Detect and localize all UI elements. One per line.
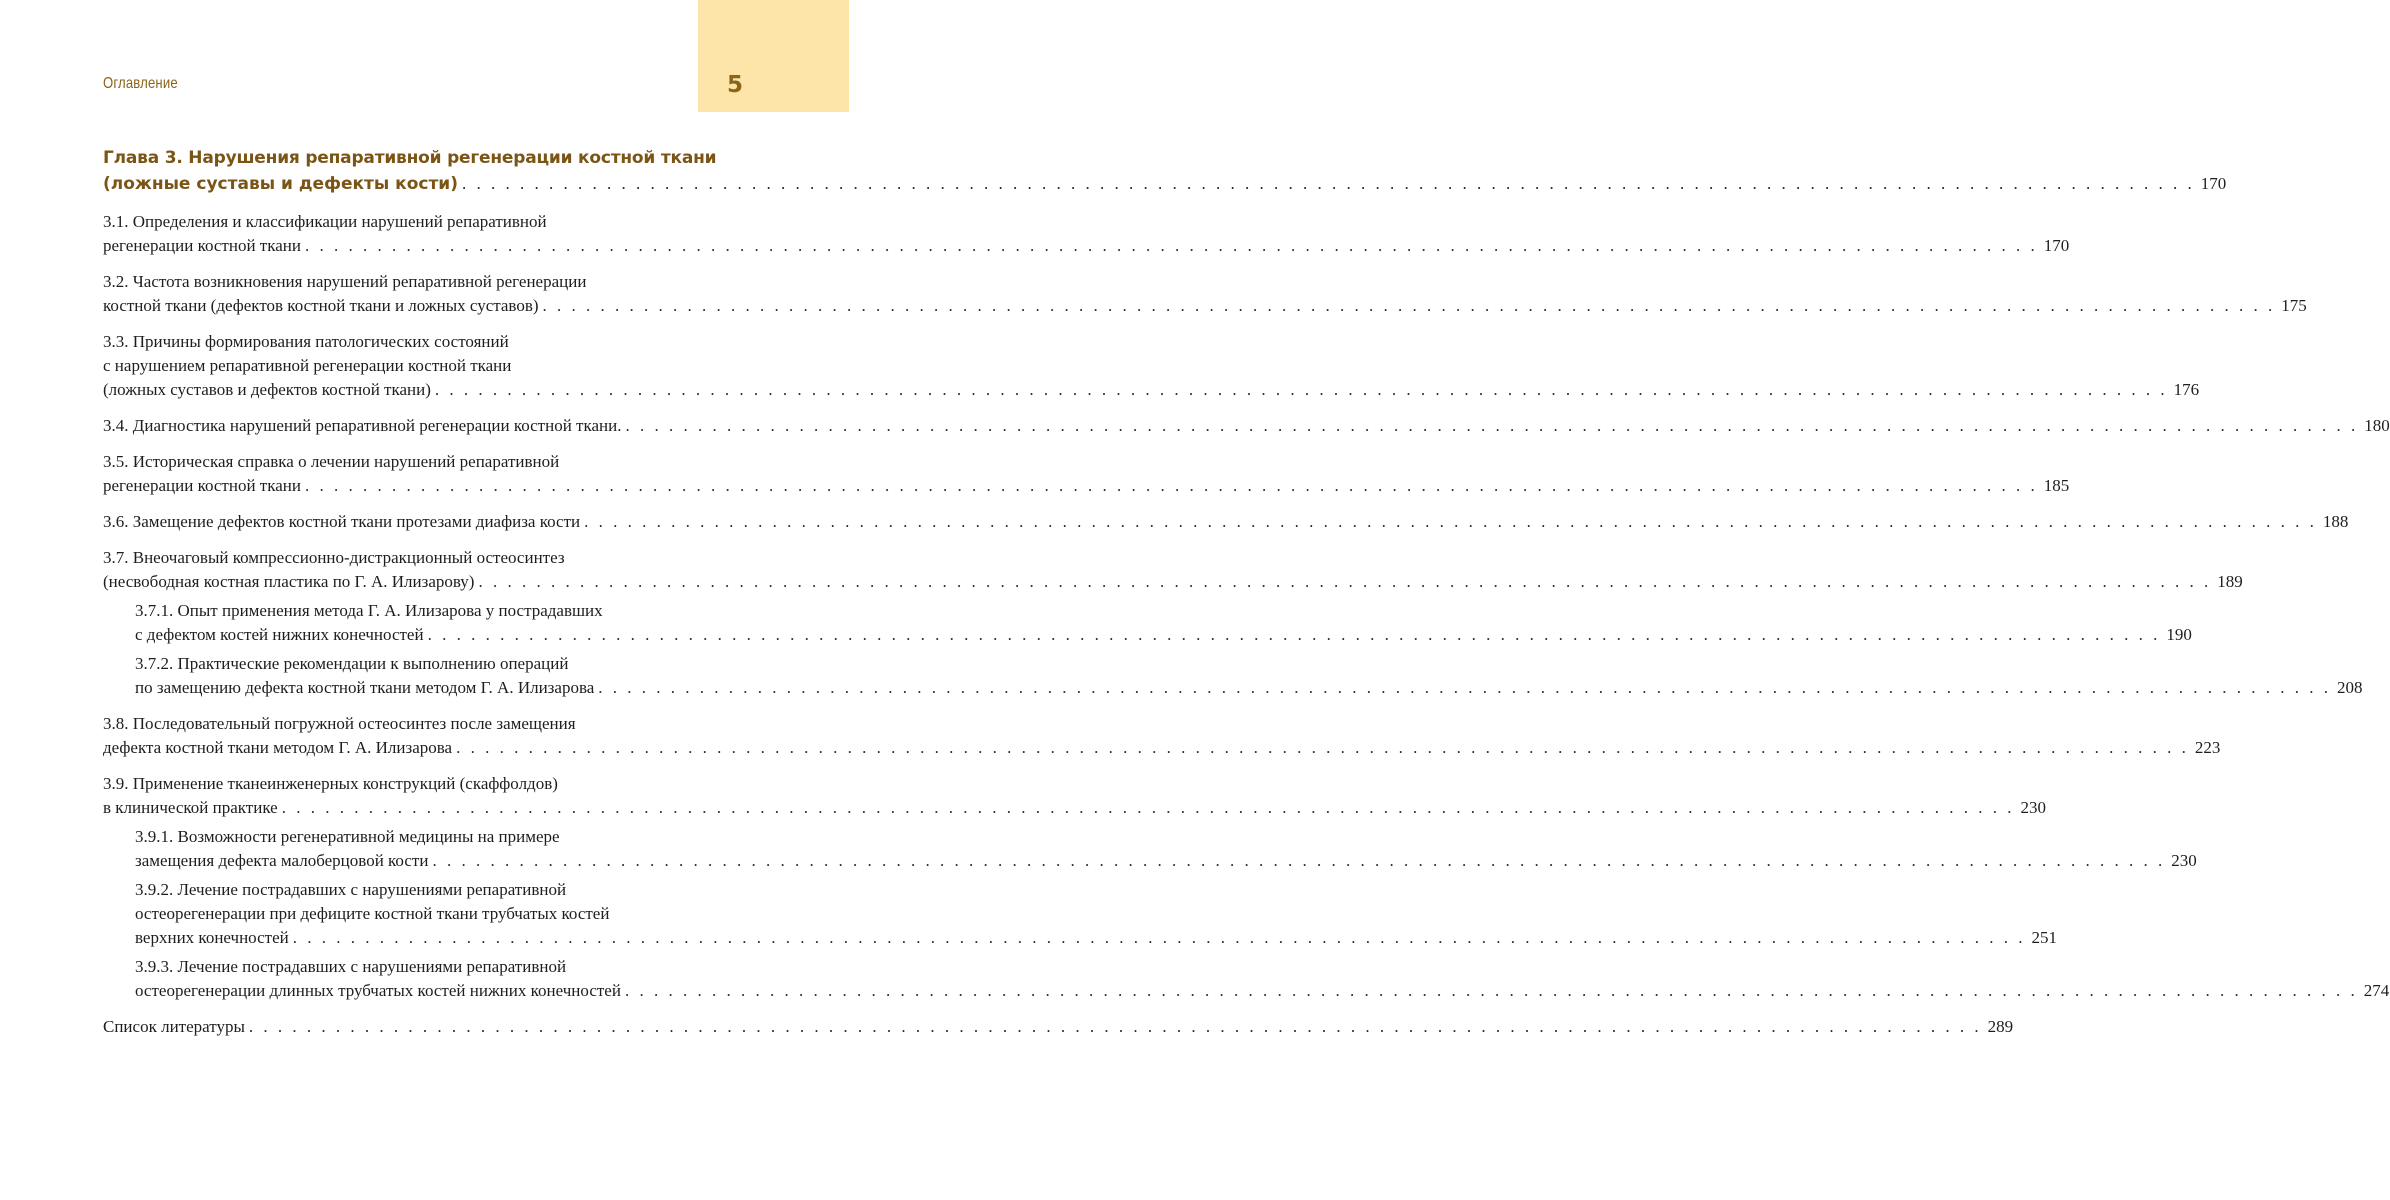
toc-page-number: 175 — [2281, 296, 2307, 315]
dot-leader: . . . . . . . . . . . . . . . . . . . . . . . . . . . . . . . . . . . . . . . . . . . . . . . . . . . . . . . . . . . . . . . . . . . . . . . . . . . . . . . . . . . . . . . . . . . . . . . . . . . . . . . . . . . . . . . . . . . . . . . . — [598, 678, 2332, 697]
dot-leader: . . . . . . . . . . . . . . . . . . . . . . . . . . . . . . . . . . . . . . . . . . . . . . . . . . . . . . . . . . . . . . . . . . . . . . . . . . . . . . . . . . . . . . . . . . . . . . . . . . . . . . . . . . . . . . . . . . . . . . . . — [542, 296, 2276, 315]
toc-entry-text: Глава 3. Нарушения репаративной регенерации костной ткани — [103, 148, 717, 168]
toc-entry[interactable] — [103, 546, 2243, 594]
toc-entry-leader-line — [135, 623, 2192, 647]
toc-entry-leader-line — [103, 1015, 2014, 1039]
dot-leader: . . . . . . . . . . . . . . . . . . . . . . . . . . . . . . . . . . . . . . . . . . . . . . . . . . . . . . . . . . . . . . . . . . . . . . . . . . . . . . . . . . . . . . . . . . . . . . . . . . . . . . . . . . . . . . . . . . . . . . . . — [434, 380, 2168, 399]
toc-entry[interactable] — [103, 270, 2307, 318]
toc-page-number: 251 — [2031, 928, 2057, 947]
toc-entry-text: регенерации костной ткани — [103, 476, 301, 495]
toc-page-number: 190 — [2166, 625, 2192, 644]
toc-entry-text: 3.9.2. Лечение пострадавших с нарушениями репаративной — [135, 880, 567, 899]
toc-entry-text: 3.9. Применение тканеинженерных конструкций (скаффолдов) — [103, 774, 558, 793]
dot-leader: . . . . . . . . . . . . . . . . . . . . . . . . . . . . . . . . . . . . . . . . . . . . . . . . . . . . . . . . . . . . . . . . . . . . . . . . . . . . . . . . . . . . . . . . . . . . . . . . . . . . . . . . . . . . . . . . . . . . . . . . — [304, 476, 2038, 495]
toc-entry-leader-line — [103, 736, 2221, 760]
dot-leader: . . . . . . . . . . . . . . . . . . . . . . . . . . . . . . . . . . . . . . . . . . . . . . . . . . . . . . . . . . . . . . . . . . . . . . . . . . . . . . . . . . . . . . . . . . . . . . . . . . . . . . . . . . . . . . . . . . . . . . . . — [432, 851, 2166, 870]
toc-entry[interactable] — [103, 414, 2390, 438]
page-number: 5 — [727, 72, 744, 98]
toc-entry-leader-line — [135, 926, 2057, 950]
toc-entry-leader-line — [135, 849, 2197, 873]
toc-entry[interactable] — [103, 450, 2070, 498]
toc-entry-text: 3.2. Частота возникновения нарушений репаративной регенерации — [103, 272, 587, 291]
table-of-contents — [103, 146, 2390, 1039]
toc-entry-leader-line — [103, 474, 2070, 498]
toc-entry[interactable] — [135, 825, 2197, 873]
toc-entry-text: в клинической практике — [103, 798, 278, 817]
toc-entry-leader-line — [103, 378, 2200, 402]
toc-entry-leader-line — [103, 171, 2227, 197]
toc-entry-text: 3.9.3. Лечение пострадавших с нарушениями репаративной — [135, 957, 567, 976]
toc-entry-leader-line — [103, 570, 2243, 594]
running-header: Оглавление — [103, 75, 178, 92]
toc-entry[interactable] — [103, 510, 2349, 534]
toc-entry-text: (несвободная костная пластика по Г. А. Илизарову) — [103, 572, 475, 591]
dot-leader: . . . . . . . . . . . . . . . . . . . . . . . . . . . . . . . . . . . . . . . . . . . . . . . . . . . . . . . . . . . . . . . . . . . . . . . . . . . . . . . . . . . . . . . . . . . . . . . . . . . . . . . . . . . . . . . . . . . . . . . . — [292, 928, 2026, 947]
toc-entry-text: 3.9.1. Возможности регенеративной медицины на примере — [135, 827, 560, 846]
toc-entry-text: 3.7. Внеочаговый компрессионно-дистракционный остеосинтез — [103, 548, 565, 567]
toc-page-number: 223 — [2194, 738, 2221, 757]
toc-entry-text: регенерации костной ткани — [103, 236, 301, 255]
dot-leader: . . . . . . . . . . . . . . . . . . . . . . . . . . . . . . . . . . . . . . . . . . . . . . . . . . . . . . . . . . . . . . . . . . . . . . . . . . . . . . . . . . . . . . . . . . . . . . . . . . . . . . . . . . . . . . . . . . . . . . . . — [624, 981, 2358, 1000]
toc-entry-leader-line — [103, 414, 2390, 438]
toc-page-number: 170 — [2043, 236, 2070, 255]
toc-entry-leader-line — [135, 676, 2363, 700]
toc-entry-text: по замещению дефекта костной ткани методом Г. А. Илизарова — [135, 678, 595, 697]
toc-entry-text: (ложные суставы и дефекты кости) — [103, 174, 458, 194]
toc-entry-text: 3.7.1. Опыт применения метода Г. А. Илизарова у пострадавших — [135, 601, 603, 620]
toc-entry[interactable] — [103, 772, 2046, 820]
toc-page-number: 208 — [2337, 678, 2363, 697]
toc-entry-text: 3.7.2. Практические рекомендации к выполнению операций — [135, 654, 569, 673]
toc-page-number: 180 — [2364, 416, 2390, 435]
corner-tab — [698, 0, 849, 112]
dot-leader: . . . . . . . . . . . . . . . . . . . . . . . . . . . . . . . . . . . . . . . . . . . . . . . . . . . . . . . . . . . . . . . . . . . . . . . . . . . . . . . . . . . . . . . . . . . . . . . . . . . . . . . . . . . . . . . . . . . . . . . . — [462, 174, 2195, 193]
dot-leader: . . . . . . . . . . . . . . . . . . . . . . . . . . . . . . . . . . . . . . . . . . . . . . . . . . . . . . . . . . . . . . . . . . . . . . . . . . . . . . . . . . . . . . . . . . . . . . . . . . . . . . . . . . . . . . . . . . . . . . . . — [248, 1017, 1982, 1036]
toc-entry-text: 3.6. Замещение дефектов костной ткани протезами диафиза кости — [103, 512, 581, 531]
toc-entry-leader-line — [103, 234, 2070, 258]
toc-page-number: 189 — [2217, 572, 2243, 591]
toc-entry-text: 3.4. Диагностика нарушений репаративной регенерации костной ткани. — [103, 416, 622, 435]
toc-entry-leader-line — [103, 510, 2349, 534]
dot-leader: . . . . . . . . . . . . . . . . . . . . . . . . . . . . . . . . . . . . . . . . . . . . . . . . . . . . . . . . . . . . . . . . . . . . . . . . . . . . . . . . . . . . . . . . . . . . . . . . . . . . . . . . . . . . . . . . . . . . . . . . — [281, 798, 2015, 817]
toc-entry[interactable] — [135, 652, 2363, 700]
toc-entry-leader-line — [135, 979, 2390, 1003]
dot-leader: . . . . . . . . . . . . . . . . . . . . . . . . . . . . . . . . . . . . . . . . . . . . . . . . . . . . . . . . . . . . . . . . . . . . . . . . . . . . . . . . . . . . . . . . . . . . . . . . . . . . . . . . . . . . . . . . . . . . . . . . — [456, 738, 2189, 757]
toc-entry[interactable] — [135, 955, 2390, 1003]
toc-entry[interactable] — [135, 878, 2057, 950]
toc-page-number: 170 — [2200, 174, 2227, 193]
toc-entry-text: (ложных суставов и дефектов костной ткани) — [103, 380, 431, 399]
dot-leader: . . . . . . . . . . . . . . . . . . . . . . . . . . . . . . . . . . . . . . . . . . . . . . . . . . . . . . . . . . . . . . . . . . . . . . . . . . . . . . . . . . . . . . . . . . . . . . . . . . . . . . . . . . . . . . . . . . . . . . . . — [478, 572, 2212, 591]
toc-entry-text: костной ткани (дефектов костной ткани и ложных суставов) — [103, 296, 539, 315]
toc-entry[interactable] — [135, 599, 2192, 647]
dot-leader: . . . . . . . . . . . . . . . . . . . . . . . . . . . . . . . . . . . . . . . . . . . . . . . . . . . . . . . . . . . . . . . . . . . . . . . . . . . . . . . . . . . . . . . . . . . . . . . . . . . . . . . . . . . . . . . . . . . . . . . . — [304, 236, 2038, 255]
toc-entry-text: 3.1. Определения и классификации нарушений репаративной — [103, 212, 547, 231]
dot-leader: . . . . . . . . . . . . . . . . . . . . . . . . . . . . . . . . . . . . . . . . . . . . . . . . . . . . . . . . . . . . . . . . . . . . . . . . . . . . . . . . . . . . . . . . . . . . . . . . . . . . . . . . . . . . . . . . . . . . . . . . — [427, 625, 2161, 644]
toc-entry-text: замещения дефекта малоберцовой кости — [135, 851, 429, 870]
toc-entry-leader-line — [103, 294, 2307, 318]
toc-page-number: 188 — [2322, 512, 2349, 531]
toc-entry-text: верхних конечностей — [135, 928, 289, 947]
toc-entry-leader-line — [103, 796, 2046, 820]
toc-entry-text: 3.5. Историческая справка о лечении нарушений репаративной — [103, 452, 560, 471]
toc-page-number: 230 — [2171, 851, 2197, 870]
toc-page-number: 289 — [1987, 1017, 2014, 1036]
toc-entry-text: остеорегенерации при дефиците костной ткани трубчатых костей — [135, 904, 610, 923]
toc-entry-text: дефекта костной ткани методом Г. А. Илизарова — [103, 738, 453, 757]
toc-page-number: 185 — [2043, 476, 2070, 495]
toc-page-number: 274 — [2363, 981, 2390, 1000]
toc-entry-text: 3.8. Последовательный погружной остеосинтез после замещения — [103, 714, 576, 733]
toc-page-number: 176 — [2173, 380, 2200, 399]
toc-entry-text: с нарушением репаративной регенерации костной ткани — [103, 356, 512, 375]
toc-entry[interactable] — [103, 712, 2221, 760]
toc-entry[interactable] — [103, 210, 2070, 258]
dot-leader: . . . . . . . . . . . . . . . . . . . . . . . . . . . . . . . . . . . . . . . . . . . . . . . . . . . . . . . . . . . . . . . . . . . . . . . . . . . . . . . . . . . . . . . . . . . . . . . . . . . . . . . . . . . . . . . . . . . . . . . . — [584, 512, 2317, 531]
dot-leader: . . . . . . . . . . . . . . . . . . . . . . . . . . . . . . . . . . . . . . . . . . . . . . . . . . . . . . . . . . . . . . . . . . . . . . . . . . . . . . . . . . . . . . . . . . . . . . . . . . . . . . . . . . . . . . . . . . . . . . . . — [625, 416, 2359, 435]
toc-entry[interactable] — [103, 330, 2200, 402]
toc-entry-text: остеорегенерации длинных трубчатых костей нижних конечностей — [135, 981, 621, 1000]
toc-page-number: 230 — [2020, 798, 2046, 817]
toc-entry-text: с дефектом костей нижних конечностей — [135, 625, 424, 644]
toc-entry[interactable] — [103, 146, 2227, 197]
toc-entry-text: Список литературы — [103, 1017, 245, 1036]
toc-entry-text: 3.3. Причины формирования патологических состояний — [103, 332, 509, 351]
toc-entry[interactable] — [103, 1015, 2014, 1039]
